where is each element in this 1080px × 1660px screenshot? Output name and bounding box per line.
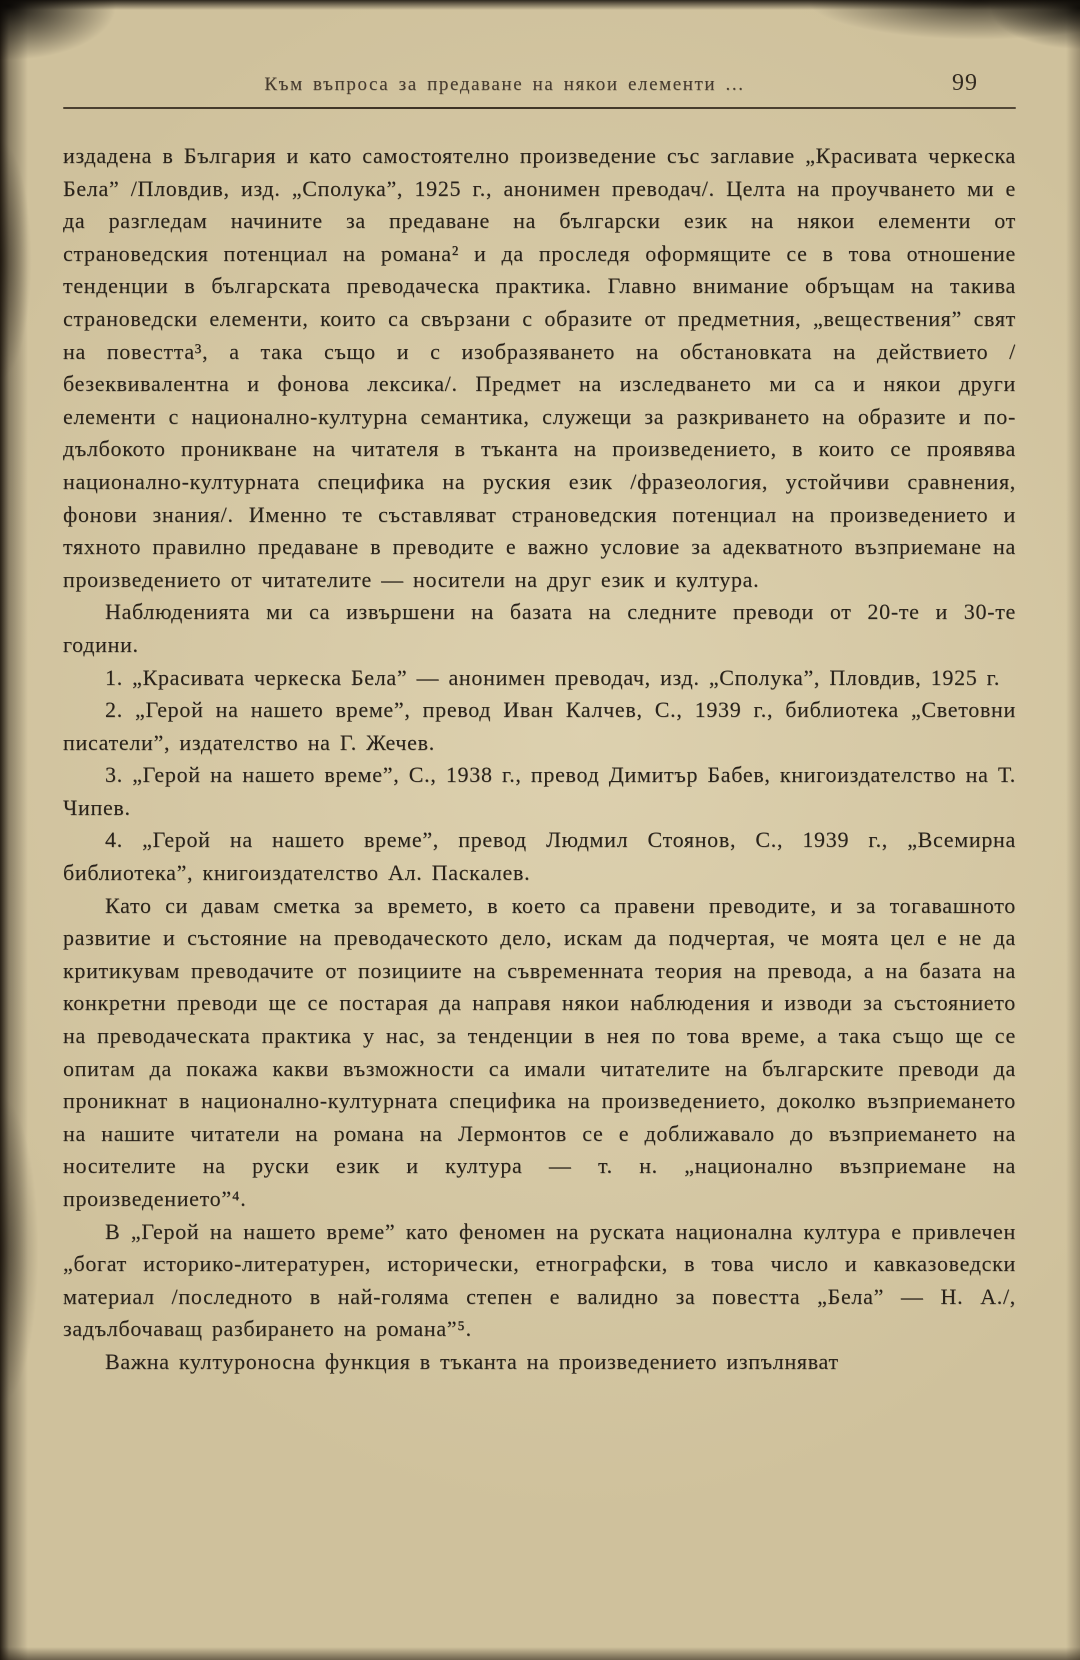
paragraph-observations-intro: Наблюденията ми са извършени на базата на следните преводи от 20-те и 30-те години.: [63, 599, 1016, 657]
paragraph-hero-of-our-time-quote: В „Герой на нашето време” като феномен на руската национална култура е привлечен „богат историко-литературен, исторически, етнографски, в това число и кавказоведски материал /последното в най-голяма степен е валидно за повестта „Бела” — Н. А./, задълбочаващ разбирането на романа”⁵.: [63, 1218, 1016, 1342]
list-item-translation-4: 4. „Герой на нашето време”, превод Людмил Стоянов, С., 1939 г., „Всемирна библиотека”, книгоиздателство Ал. Паскалев.: [63, 827, 1016, 886]
list-item-translation-3: 3. „Герой на нашето време”, С., 1938 г., превод Димитър Бабев, книгоиздателство на Т. Чипев.: [63, 762, 1016, 820]
list-item-translation-1: 1. „Красивата черкеска Бела” — анонимен преводач, изд. „Сполука”, Пловдив, 1925 г.: [105, 664, 1001, 690]
page-header: [63, 70, 1016, 102]
page-body: [63, 140, 1016, 1379]
running-title: Към въпроса за предаване на някои елементи ...: [264, 74, 745, 95]
header-rule: [63, 107, 1016, 109]
list-item-translation-2: 2. „Герой на нашето време”, превод Иван Калчев, С., 1939 г., библиотека „Световни писатели”, издателство на Г. Жечев.: [63, 697, 1016, 755]
paragraph-opening-continued: издадена в България и като самостоятелно произведение със заглавие „Красивата черкеска Бела” /Пловдив, изд. „Сполука”, 1925 г., анонимен преводач/. Целта на проучването ми е да разгледам начините за предаване на български език на някои елементи от страноведския потенциал на романа² и да проследя оформящите се в това отношение тенденции в българската преводаческа практика. Главно внимание обръщам на такива страноведски елементи, които са свързани с образите от предметния, „веществения” свят на повестта³, а така също и с изобразяването на обстановката на действието /безеквивалентна и фонова лексика/. Предмет на изследването ми са и някои други елементи с национално-културна семантика, служещи за разкриването на образите и по-дълбокото проникване на читателя в тъканта на произведението, в които се проявява национално-културната специфика на руския език /фразеология, устойчиви сравнения, фонови знания/. Именно те съставляват страноведския потенциал на произведението и тяхното правилно предаване в преводите е важно условие за адекватното възприемане на произведението от читателите — носители на друг език и култура.: [63, 143, 1016, 592]
paragraph-closing-line: Важна културоносна функция в тъканта на произведението изпълняват: [105, 1348, 839, 1374]
page-content-area: [63, 0, 1016, 1379]
paragraph-aims: Като си давам сметка за времето, в което са правени преводите, и за тогавашното развитие и състояние на преводаческото дело, искам да подчертая, че моята цел е не да критикувам преводачите от позициите на съвременната теория на превода, а на базата на конкретни преводи ще се постарая да направя някои наблюдения и изводи за състоянието на преводаческата практика у нас, за тенденции в нея по това време, а така също ще се опитам да покажа какви възможности са имали читателите на българските преводи да проникнат в национално-културната специфика на произведението, доколко възприемането на нашите читатели на романа на Лермонтов се е доближавало до възприемането на носителите на руски език и култура — т. н. „национално възприемане на произведението”⁴.: [63, 892, 1016, 1211]
page-number: 99: [952, 70, 978, 96]
